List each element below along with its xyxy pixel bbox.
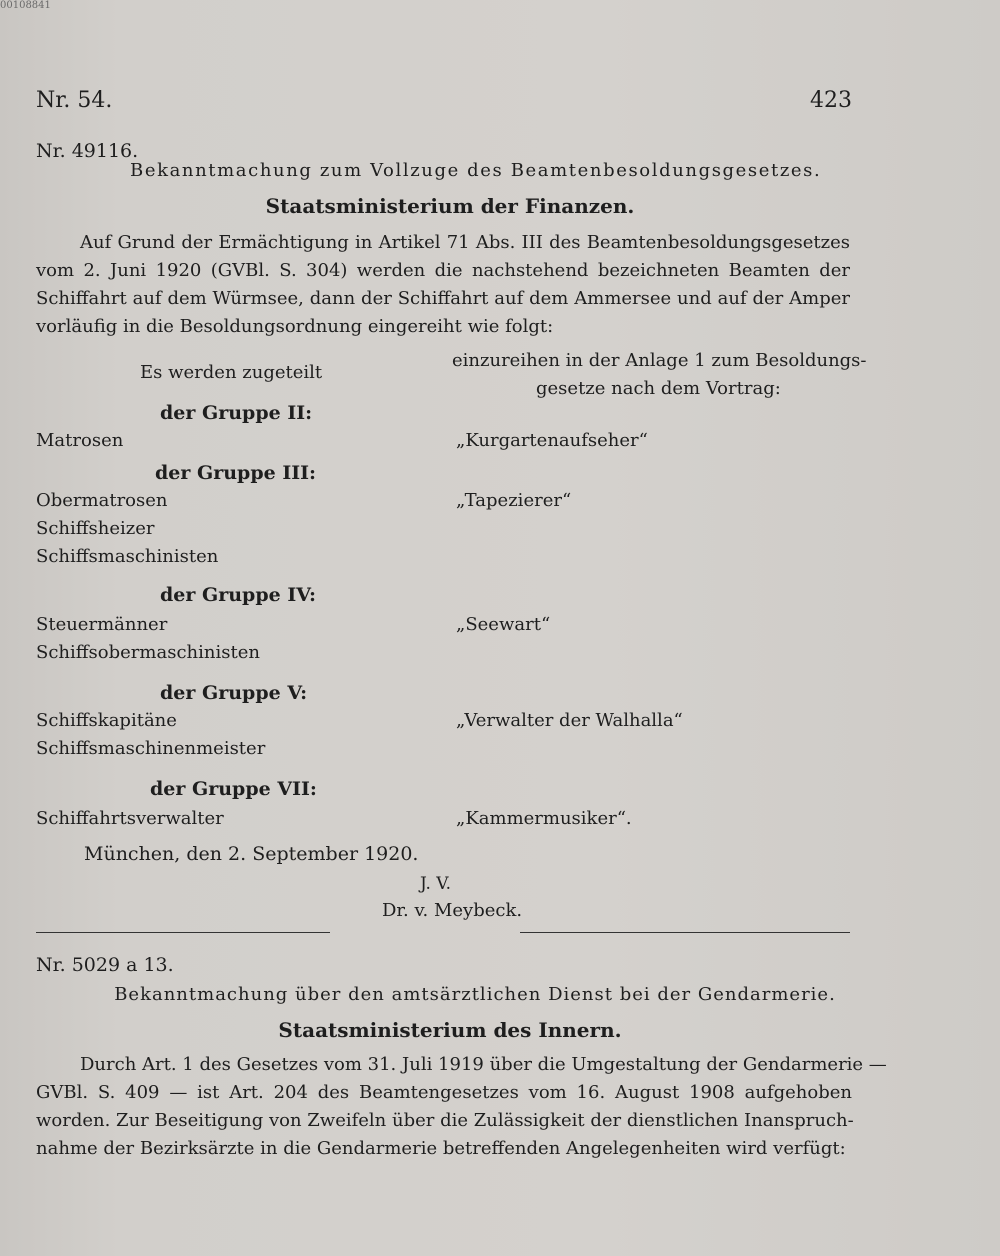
group-member: Obermatrosen (36, 490, 168, 511)
signature-prefix: J. V. (420, 874, 452, 894)
group-classification: „Kurgartenaufseher“ (456, 430, 648, 451)
separator-rule (520, 932, 850, 933)
group-member: Schiffahrtsverwalter (36, 808, 224, 829)
group-label: der Gruppe V: (160, 682, 308, 704)
notice-title: Bekanntmachung zum Vollzuge des Beamtenbesoldungsgesetzes. (130, 160, 822, 181)
issue-number: Nr. 54. (36, 88, 113, 113)
group-classification: „Kammermusiker“. (456, 808, 632, 829)
group-classification: „Tapezierer“ (456, 490, 572, 511)
notice-number: Nr. 49116. (36, 140, 139, 162)
notice-number: Nr. 5029 a 13. (36, 954, 174, 976)
page-number: 423 (810, 88, 852, 113)
right-column-heading: einzureihen in der Anlage 1 zum Besoldungs- (452, 350, 867, 371)
ministry-heading: Staatsministerium der Finanzen. (265, 194, 635, 218)
group-classification: „Verwalter der Walhalla“ (456, 710, 683, 731)
archive-mark: 00108841 (0, 0, 51, 11)
notice-title: Bekanntmachung über den amtsärztlichen Dienst bei der Gendarmerie. (114, 984, 836, 1005)
group-member: Schiffsmaschinisten (36, 546, 219, 567)
paragraph-line: Auf Grund der Ermächtigung in Artikel 71 Abs. III des Beamtenbesoldungsgesetzes (80, 232, 850, 253)
paragraph-line: Durch Art. 1 des Gesetzes vom 31. Juli 1919 über die Umgestaltung der Gendarmerie — (80, 1054, 887, 1075)
group-classification: „Seewart“ (456, 614, 551, 635)
left-column-heading: Es werden zugeteilt (140, 362, 323, 383)
signature-name: Dr. v. Meybeck. (382, 900, 523, 921)
group-member: Schiffsobermaschinisten (36, 642, 260, 663)
paragraph-line: nahme der Bezirksärzte in die Gendarmerie betreffenden Angelegenheiten wird verfügt: (36, 1138, 846, 1159)
ministry-heading: Staatsministerium des Innern. (278, 1018, 622, 1042)
separator-rule (36, 932, 330, 933)
group-label: der Gruppe III: (155, 462, 316, 484)
group-member: Steuermänner (36, 614, 168, 635)
group-label: der Gruppe II: (160, 402, 313, 424)
right-column-heading: gesetze nach dem Vortrag: (536, 378, 781, 399)
group-member: Schiffsheizer (36, 518, 155, 539)
paragraph-line: Schiffahrt auf dem Würmsee, dann der Schiffahrt auf dem Ammersee und auf der Amper (36, 288, 850, 309)
paragraph-line: worden. Zur Beseitigung von Zweifeln über die Zulässigkeit der dienstlichen Inanspruch- (36, 1110, 854, 1131)
group-member: Schiffskapitäne (36, 710, 177, 731)
group-label: der Gruppe VII: (150, 778, 317, 800)
paragraph-line: vorläufig in die Besoldungsordnung eingereiht wie folgt: (36, 316, 554, 337)
group-label: der Gruppe IV: (160, 584, 317, 606)
paragraph-line: GVBl. S. 409 — ist Art. 204 des Beamtengesetzes vom 16. August 1908 aufgehoben (36, 1082, 852, 1103)
group-member: Schiffsmaschinenmeister (36, 738, 266, 759)
paragraph-line: vom 2. Juni 1920 (GVBl. S. 304) werden die nachstehend bezeichneten Beamten der (36, 260, 850, 281)
place-date: München, den 2. September 1920. (84, 843, 419, 865)
group-member: Matrosen (36, 430, 124, 451)
